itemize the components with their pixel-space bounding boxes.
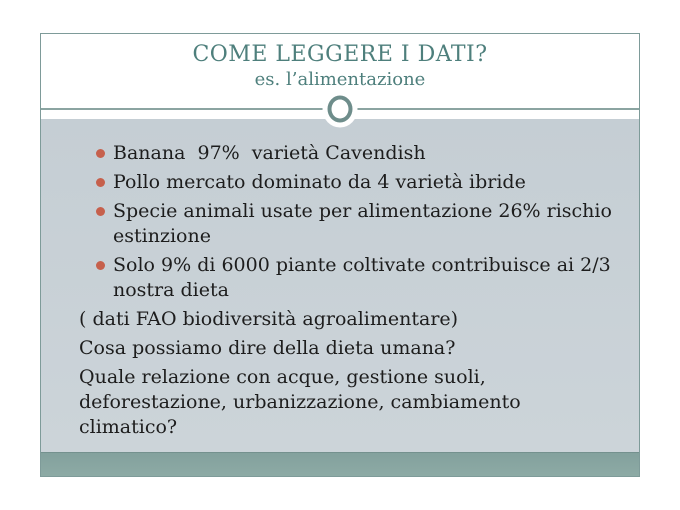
bullet-text: [113, 141, 426, 166]
text-line: Solo 9% di 6000 piante coltivate contribuisce ai 2/3: [113, 254, 611, 276]
footer-bar: [41, 452, 639, 476]
bullet-text: [113, 253, 611, 303]
text-line: Quale relazione con acque, gestione suoli,: [79, 366, 486, 388]
text-line: ( dati FAO biodiversità agroalimentare): [79, 308, 459, 330]
text-line: nostra dieta: [113, 279, 229, 301]
slide: [40, 33, 640, 477]
circle-ornament-icon: [328, 96, 353, 123]
slide-title: COME LEGGERE I DATI?: [192, 42, 488, 67]
paragraph: [79, 307, 631, 332]
bullet-icon: [96, 149, 105, 158]
bullet-text: [113, 199, 612, 249]
text-line: estinzione: [113, 225, 211, 247]
text-line: Specie animali usate per alimentazione 26% rischio: [113, 200, 612, 222]
content-box: [41, 119, 639, 452]
bullet-icon: [96, 178, 105, 187]
bullet-item: [79, 170, 631, 195]
text-line: Banana 97% varietà Cavendish: [113, 142, 426, 164]
text-line: deforestazione, urbanizzazione, cambiamento: [79, 391, 521, 413]
bullet-icon: [96, 261, 105, 270]
bullet-text: [113, 170, 526, 195]
text-line: Cosa possiamo dire della dieta umana?: [79, 337, 456, 359]
bullet-icon: [96, 207, 105, 216]
bullet-item: [79, 199, 631, 249]
slide-subtitle: es. l’alimentazione: [254, 69, 426, 90]
paragraph: [79, 365, 631, 440]
paragraph: [79, 336, 631, 361]
bullet-item: [79, 141, 631, 166]
text-line: climatico?: [79, 416, 178, 438]
text-line: Pollo mercato dominato da 4 varietà ibride: [113, 171, 526, 193]
bullet-item: [79, 253, 631, 303]
